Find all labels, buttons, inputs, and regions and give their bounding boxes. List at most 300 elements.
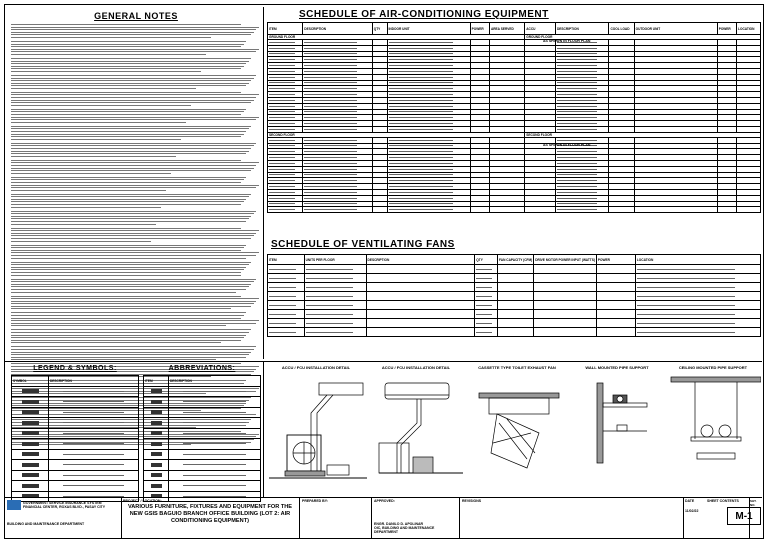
illegible-text-line <box>11 337 244 338</box>
project-label: PROJECT / LOCATION: <box>123 499 162 503</box>
table-cell <box>596 328 635 337</box>
agency-name: GOVERNMENT SERVICE INSURANCE SYSTEM <box>23 501 102 505</box>
illegible-text-line <box>11 255 256 256</box>
illegible-text-line <box>11 201 244 202</box>
illegible-text-line <box>183 485 245 486</box>
illegible-text-line <box>11 94 259 95</box>
illegible-text-line <box>11 315 244 316</box>
table-cell <box>268 265 305 274</box>
table-row <box>12 449 139 460</box>
illegible-text-line <box>63 422 124 423</box>
table-cell <box>12 386 49 397</box>
table-cell <box>12 460 49 471</box>
table-cell <box>304 274 366 283</box>
illegible-text-line <box>11 292 236 293</box>
sheet-contents-label: SHEET CONTENTS <box>707 499 739 503</box>
illegible-text-line <box>269 42 295 43</box>
table-cell <box>144 470 169 481</box>
symbol-icon <box>22 473 39 477</box>
illegible-text-line <box>11 58 251 59</box>
table-cell <box>169 397 261 408</box>
table-row <box>12 481 139 492</box>
table-cell <box>268 301 305 310</box>
detail-title-5: CEILING MOUNTED PIPE SUPPORT <box>678 365 748 370</box>
detail-title-1: ACCU / FCU INSTALLATION DETAIL <box>281 365 351 370</box>
table-cell <box>169 481 261 492</box>
illegible-text-line <box>304 100 357 101</box>
sheet-number: M-1 <box>727 507 761 525</box>
illegible-text-line <box>11 357 246 358</box>
abbr-col-item: ITEM <box>144 376 169 387</box>
legend-col-symbol: SYMBOL <box>12 376 49 387</box>
illegible-text-line <box>11 245 246 246</box>
col-cooling-load: COOL LOAD <box>609 23 634 35</box>
illegible-text-line <box>11 143 256 144</box>
table-cell <box>169 460 261 471</box>
table-row <box>144 386 261 397</box>
approved-label: APPROVED: <box>374 499 395 503</box>
table-cell <box>475 301 498 310</box>
table-cell <box>144 481 169 492</box>
illegible-text-line <box>304 186 357 187</box>
gsis-logo-icon <box>7 500 21 510</box>
illegible-text-line <box>269 145 295 146</box>
table-row <box>12 470 139 481</box>
illegible-text-line <box>11 346 256 347</box>
illegible-text-line <box>11 29 256 30</box>
table-cell <box>635 265 760 274</box>
illegible-text-line <box>63 454 124 455</box>
table-cell <box>596 274 635 283</box>
illegible-text-line <box>11 296 241 297</box>
illegible-text-line <box>63 475 124 476</box>
vent-schedule-title: SCHEDULE OF VENTILATING FANS <box>271 239 455 250</box>
illegible-text-line <box>63 443 124 444</box>
col-accu: ACCU <box>525 23 556 35</box>
divider <box>121 498 122 538</box>
symbol-icon <box>22 431 39 435</box>
approver-name: ENGR. DANILO D. APOLINAR <box>374 522 424 526</box>
table-cell <box>534 328 597 337</box>
table-cell <box>596 283 635 292</box>
illegible-text-line <box>11 173 171 174</box>
illegible-text-line <box>389 88 453 89</box>
illegible-text-line <box>557 117 597 118</box>
symbol-icon <box>22 410 39 414</box>
illegible-text-line <box>557 140 597 141</box>
revisions-label: REVISIONS <box>462 499 482 503</box>
table-row <box>144 449 261 460</box>
illegible-text-line <box>63 401 124 402</box>
table-row <box>12 407 139 418</box>
illegible-text-line <box>11 75 256 76</box>
illegible-text-line <box>304 94 357 95</box>
table-cell <box>596 319 635 328</box>
illegible-text-line <box>11 228 241 229</box>
table-cell <box>49 460 139 471</box>
drawing-sheet <box>4 4 764 539</box>
illegible-text-line <box>557 123 597 124</box>
illegible-text-line <box>269 123 295 124</box>
illegible-text-line <box>389 180 453 181</box>
table-cell <box>268 292 305 301</box>
divider <box>459 498 460 538</box>
table-row <box>144 407 261 418</box>
illegible-text-line <box>11 97 256 98</box>
illegible-text-line <box>269 278 296 279</box>
illegible-text-line <box>269 48 295 49</box>
illegible-text-line <box>389 186 453 187</box>
table-row <box>268 319 761 328</box>
symbol-icon <box>22 484 39 488</box>
illegible-text-line <box>183 443 245 444</box>
illegible-text-line <box>389 106 453 107</box>
illegible-text-line <box>11 301 256 302</box>
illegible-text-line <box>304 53 357 54</box>
table-cell <box>49 428 139 439</box>
table-cell <box>366 292 475 301</box>
illegible-text-line <box>11 241 151 242</box>
illegible-text-line <box>11 117 259 118</box>
illegible-text-line <box>637 269 735 270</box>
illegible-text-line <box>11 262 251 263</box>
illegible-text-line <box>269 180 295 181</box>
second-floor-label: SECOND FLOOR <box>268 132 525 137</box>
symbol-icon <box>151 410 162 414</box>
illegible-text-line <box>11 323 256 324</box>
illegible-text-line <box>11 83 249 84</box>
table-cell <box>498 292 534 301</box>
illegible-text-line <box>11 349 254 350</box>
illegible-text-line <box>476 269 492 270</box>
table-cell <box>534 283 597 292</box>
illegible-text-line <box>389 65 453 66</box>
illegible-text-line <box>269 305 296 306</box>
table-cell <box>144 428 169 439</box>
illegible-text-line <box>557 59 597 60</box>
illegible-text-line <box>11 284 251 285</box>
illegible-text-line <box>476 332 492 333</box>
illegible-text-line <box>304 71 357 72</box>
vcol-qty: QTY <box>475 255 498 265</box>
illegible-text-line <box>304 192 357 193</box>
illegible-text-line <box>389 192 453 193</box>
table-cell <box>304 310 366 319</box>
illegible-text-line <box>11 24 241 25</box>
illegible-text-line <box>11 136 241 137</box>
illegible-text-line <box>11 179 244 180</box>
illegible-text-line <box>389 174 453 175</box>
divider <box>683 498 684 538</box>
table-cell <box>12 397 49 408</box>
table-cell <box>49 470 139 481</box>
illegible-text-line <box>11 170 251 171</box>
vcol-units: UNITS PER FLOOR <box>304 255 366 265</box>
illegible-text-line <box>269 186 295 187</box>
illegible-text-line <box>183 401 245 402</box>
illegible-text-line <box>11 128 249 129</box>
abbreviations-table <box>143 375 261 502</box>
approval-block <box>374 499 458 537</box>
symbol-icon <box>22 452 39 456</box>
illegible-text-line <box>269 192 295 193</box>
table-cell <box>304 265 366 274</box>
table-cell <box>144 397 169 408</box>
illegible-text-line <box>557 209 597 210</box>
general-notes <box>11 11 261 359</box>
illegible-text-line <box>11 185 259 186</box>
illegible-text-line <box>11 78 254 79</box>
symbol-icon <box>151 463 162 467</box>
illegible-text-line <box>389 123 453 124</box>
illegible-text-line <box>11 46 241 47</box>
illegible-text-line <box>389 94 453 95</box>
table-cell <box>304 301 366 310</box>
illegible-text-line <box>389 140 453 141</box>
table-cell <box>596 265 635 274</box>
col-indoor-unit: INDOOR UNIT <box>387 23 470 35</box>
illegible-text-line <box>304 169 357 170</box>
table-cell <box>169 386 261 397</box>
illegible-text-line <box>11 63 246 64</box>
illegible-text-line <box>183 454 245 455</box>
illegible-text-line <box>269 82 295 83</box>
illegible-text-line <box>269 111 295 112</box>
illegible-text-line <box>389 117 453 118</box>
illegible-text-line <box>11 102 251 103</box>
col-outdoor-unit: OUTDOOR UNIT <box>634 23 717 35</box>
illegible-text-line <box>389 111 453 112</box>
illegible-text-line <box>557 203 597 204</box>
illegible-text-line <box>389 145 453 146</box>
illegible-text-line <box>269 59 295 60</box>
illegible-text-line <box>11 218 249 219</box>
illegible-text-line <box>304 198 357 199</box>
illegible-text-line <box>557 94 597 95</box>
table-cell <box>12 470 49 481</box>
table-row <box>144 470 261 481</box>
table-cell <box>144 439 169 450</box>
ac-schedule <box>267 9 761 237</box>
table-row <box>268 265 761 274</box>
illegible-text-line <box>11 114 241 115</box>
illegible-text-line <box>557 111 597 112</box>
symbol-icon <box>151 431 162 435</box>
illegible-text-line <box>11 230 259 231</box>
table-cell <box>169 407 261 418</box>
table-cell <box>534 274 597 283</box>
illegible-text-line <box>557 100 597 101</box>
illegible-text-line <box>11 275 241 276</box>
illegible-text-line <box>11 235 254 236</box>
illegible-text-line <box>183 475 245 476</box>
illegible-text-line <box>11 252 259 253</box>
table-cell <box>470 207 489 213</box>
illegible-text-line <box>11 111 244 112</box>
illegible-text-line <box>269 163 295 164</box>
illegible-text-line <box>11 238 251 239</box>
table-cell <box>12 418 49 429</box>
illegible-text-line <box>269 106 295 107</box>
table-cell <box>49 386 139 397</box>
table-cell <box>144 386 169 397</box>
illegible-text-line <box>557 174 597 175</box>
illegible-text-line <box>11 340 241 341</box>
illegible-text-line <box>11 352 251 353</box>
illegible-text-line <box>269 209 295 210</box>
illegible-text-line <box>389 198 453 199</box>
illegible-text-line <box>11 286 249 287</box>
illegible-text-line <box>11 100 254 101</box>
illegible-text-line <box>11 320 259 321</box>
col-description-2: DESCRIPTION <box>555 23 609 35</box>
illegible-text-line <box>11 148 251 149</box>
table-cell <box>534 319 597 328</box>
illegible-text-line <box>389 169 453 170</box>
illegible-text-line <box>11 258 246 259</box>
legend <box>11 365 139 497</box>
illegible-text-line <box>11 247 244 248</box>
illegible-text-line <box>63 412 124 413</box>
table-row <box>12 386 139 397</box>
illegible-text-line <box>11 156 176 157</box>
table-cell <box>304 328 366 337</box>
illegible-text-line <box>304 117 357 118</box>
illegible-text-line <box>11 279 256 280</box>
illegible-text-line <box>304 180 357 181</box>
illegible-text-line <box>637 287 735 288</box>
illegible-text-line <box>304 65 357 66</box>
illegible-text-line <box>304 82 357 83</box>
legend-col-description: DESCRIPTION <box>49 376 139 387</box>
table-cell <box>534 265 597 274</box>
illegible-text-line <box>557 129 597 130</box>
table-cell <box>304 283 366 292</box>
table-cell <box>268 207 303 213</box>
symbol-icon <box>151 389 162 393</box>
illegible-text-line <box>11 264 249 265</box>
table-cell <box>49 418 139 429</box>
illegible-text-line <box>11 105 191 106</box>
divider <box>371 498 372 538</box>
illegible-text-line <box>557 186 597 187</box>
illegible-text-line <box>269 287 296 288</box>
divider <box>5 497 762 498</box>
table-cell <box>534 310 597 319</box>
table-cell <box>498 328 534 337</box>
illegible-text-line <box>269 314 296 315</box>
table-cell <box>366 310 475 319</box>
illegible-text-line <box>11 153 246 154</box>
sheet-contents-block <box>697 499 747 503</box>
illegible-text-line <box>11 216 251 217</box>
table-cell <box>596 301 635 310</box>
illegible-text-line <box>11 213 254 214</box>
illegible-text-line <box>11 233 256 234</box>
table-row <box>268 292 761 301</box>
table-cell <box>12 439 49 450</box>
illegible-text-line <box>304 42 357 43</box>
illegible-text-line <box>269 140 295 141</box>
table-cell <box>555 207 609 213</box>
illegible-text-line <box>269 198 295 199</box>
illegible-text-line <box>11 272 241 273</box>
table-cell <box>366 301 475 310</box>
illegible-text-line <box>11 160 241 161</box>
table-cell <box>268 319 305 328</box>
col-item: ITEM <box>268 23 303 35</box>
symbol-icon <box>151 442 162 446</box>
illegible-text-line <box>269 296 296 297</box>
table-cell <box>475 265 498 274</box>
illegible-text-line <box>304 157 357 158</box>
illegible-text-line <box>304 59 357 60</box>
table-cell <box>144 460 169 471</box>
illegible-text-line <box>11 34 251 35</box>
table-row <box>12 439 139 450</box>
table-cell <box>475 274 498 283</box>
location-note-2f: AS SHOWN IN FLOOR PLAN <box>543 143 591 147</box>
table-cell <box>49 439 139 450</box>
divider <box>263 7 264 359</box>
illegible-text-line <box>11 88 196 89</box>
illegible-text-line <box>11 37 211 38</box>
illegible-text-line <box>11 308 231 309</box>
illegible-text-line <box>557 192 597 193</box>
table-cell <box>498 319 534 328</box>
illegible-text-line <box>11 332 249 333</box>
illegible-text-line <box>11 49 259 50</box>
illegible-text-line <box>11 61 249 62</box>
illegible-text-line <box>11 325 226 326</box>
illegible-text-line <box>11 312 246 313</box>
table-cell <box>475 310 498 319</box>
table-cell <box>498 301 534 310</box>
illegible-text-line <box>11 318 241 319</box>
symbol-icon <box>151 421 162 425</box>
illegible-text-line <box>557 151 597 152</box>
illegible-text-line <box>476 323 492 324</box>
illegible-text-line <box>11 281 254 282</box>
illegible-text-line <box>11 298 259 299</box>
illegible-text-line <box>389 100 453 101</box>
illegible-text-line <box>304 129 357 130</box>
illegible-text-line <box>389 71 453 72</box>
col-power-2: POWER <box>717 23 736 35</box>
illegible-text-line <box>11 119 256 120</box>
table-cell <box>387 207 470 213</box>
agency-address: FINANCIAL CENTER, ROXAS BLVD., PASAY CITY <box>23 505 106 509</box>
table-cell <box>635 283 760 292</box>
divider <box>299 498 300 538</box>
illegible-text-line <box>11 289 246 290</box>
table-cell <box>475 319 498 328</box>
table-cell <box>737 207 761 213</box>
illegible-text-line <box>269 332 296 333</box>
col-power: POWER <box>470 23 489 35</box>
table-cell <box>366 274 475 283</box>
illegible-text-line <box>304 203 357 204</box>
illegible-text-line <box>269 65 295 66</box>
table-row <box>144 418 261 429</box>
illegible-text-line <box>269 100 295 101</box>
symbol-icon <box>22 442 39 446</box>
table-cell <box>634 207 717 213</box>
table-cell <box>49 397 139 408</box>
table-cell <box>304 319 366 328</box>
approver-title: OIC, BUILDING AND MAINTENANCE DEPARTMENT <box>374 526 435 534</box>
prepared-by-label: PREPARED BY: <box>302 499 328 503</box>
